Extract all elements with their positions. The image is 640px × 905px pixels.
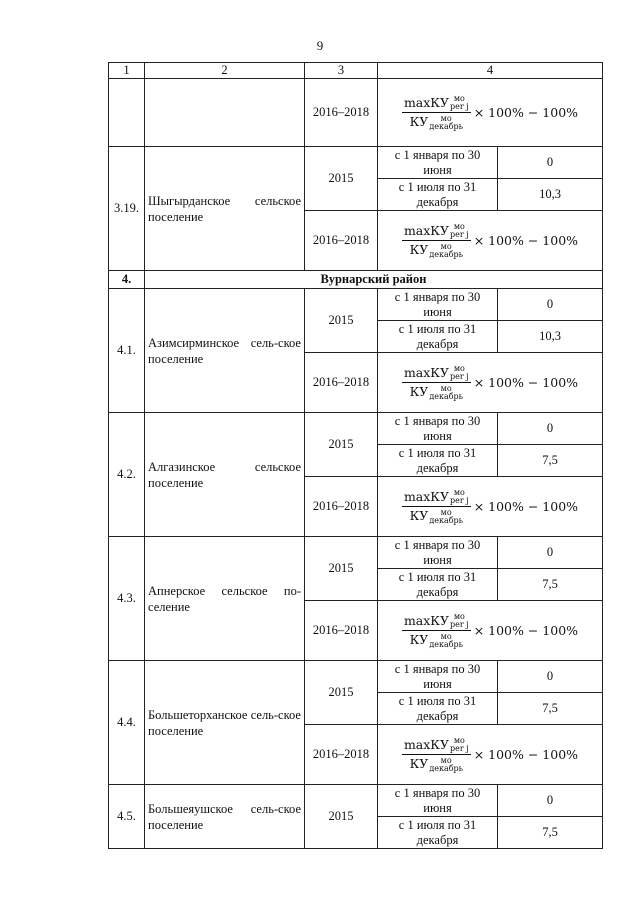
tariff-formula: maxКУ мо per j КУ мо декабрь × 100% − 100% xyxy=(403,612,579,649)
value-cell: 10,3 xyxy=(498,321,603,353)
formula-cell xyxy=(378,725,603,785)
formula-cell xyxy=(378,477,603,537)
row-number xyxy=(109,79,145,147)
tariff-table xyxy=(108,62,603,849)
table-row xyxy=(109,537,603,569)
period-cell: с 1 июля по 31 декабря xyxy=(378,817,498,849)
table-row xyxy=(109,289,603,321)
formula-cell xyxy=(378,211,603,271)
value-cell: 0 xyxy=(498,537,603,569)
header-col-1: 1 xyxy=(109,63,145,79)
row-number: 4.4. xyxy=(109,661,145,785)
value-cell: 7,5 xyxy=(498,693,603,725)
row-number: 4.1. xyxy=(109,289,145,413)
table-row xyxy=(109,79,603,147)
settlement-name: Алгазинское сельское поселение xyxy=(145,413,305,537)
period-years: 2016–2018 xyxy=(305,477,378,537)
settlement-name: Большеяушское сель-ское поселение xyxy=(145,785,305,849)
period-cell: с 1 января по 30 июня xyxy=(378,413,498,445)
section-row xyxy=(109,271,603,289)
value-cell: 7,5 xyxy=(498,569,603,601)
period-cell: с 1 января по 30 июня xyxy=(378,661,498,693)
value-cell: 0 xyxy=(498,413,603,445)
formula-cell xyxy=(378,79,603,147)
period-cell: с 1 января по 30 июня xyxy=(378,147,498,179)
value-cell: 7,5 xyxy=(498,817,603,849)
year-cell: 2015 xyxy=(305,661,378,725)
header-col-2: 2 xyxy=(145,63,305,79)
tariff-formula: maxКУ мо per j КУ мо декабрь × 100% − 100% xyxy=(403,488,579,525)
period-cell: с 1 января по 30 июня xyxy=(378,289,498,321)
header-col-3: 3 xyxy=(305,63,378,79)
row-number: 4.3. xyxy=(109,537,145,661)
header-col-4: 4 xyxy=(378,63,603,79)
row-number: 3.19. xyxy=(109,147,145,271)
period-cell: с 1 июля по 31 декабря xyxy=(378,569,498,601)
tariff-formula: maxКУ мо per j КУ мо декабрь × 100% − 100% xyxy=(403,94,579,131)
period-cell: с 1 июля по 31 декабря xyxy=(378,179,498,211)
value-cell: 0 xyxy=(498,661,603,693)
page-number: 9 xyxy=(316,38,324,53)
year-cell: 2015 xyxy=(305,413,378,477)
table-header-row xyxy=(109,63,603,79)
period-years: 2016–2018 xyxy=(305,725,378,785)
period-years: 2016–2018 xyxy=(305,211,378,271)
period-years: 2016–2018 xyxy=(305,353,378,413)
settlement-name xyxy=(145,79,305,147)
year-cell: 2015 xyxy=(305,289,378,353)
value-cell: 10,3 xyxy=(498,179,603,211)
period-cell: с 1 июля по 31 декабря xyxy=(378,693,498,725)
year-cell: 2015 xyxy=(305,537,378,601)
value-cell: 7,5 xyxy=(498,445,603,477)
period-years: 2016–2018 xyxy=(305,79,378,147)
value-cell: 0 xyxy=(498,289,603,321)
value-cell: 0 xyxy=(498,785,603,817)
settlement-name: Апнерское сельское по-селение xyxy=(145,537,305,661)
settlement-name: Шыгырданское сельское поселение xyxy=(145,147,305,271)
period-cell: с 1 января по 30 июня xyxy=(378,785,498,817)
section-number: 4. xyxy=(109,271,145,289)
formula-cell xyxy=(378,353,603,413)
formula-cell xyxy=(378,601,603,661)
row-number: 4.2. xyxy=(109,413,145,537)
section-title: Вурнарский район xyxy=(145,271,603,289)
value-cell: 0 xyxy=(498,147,603,179)
tariff-formula: maxКУ мо per j КУ мо декабрь × 100% − 100% xyxy=(403,222,579,259)
period-cell: с 1 января по 30 июня xyxy=(378,537,498,569)
period-cell: с 1 июля по 31 декабря xyxy=(378,321,498,353)
table-row xyxy=(109,413,603,445)
year-cell: 2015 xyxy=(305,147,378,211)
table-row xyxy=(109,785,603,817)
table-row xyxy=(109,661,603,693)
period-years: 2016–2018 xyxy=(305,601,378,661)
row-number: 4.5. xyxy=(109,785,145,849)
settlement-name: Азимсирминское сель-ское поселение xyxy=(145,289,305,413)
tariff-formula: maxКУ мо per j КУ мо декабрь × 100% − 100% xyxy=(403,364,579,401)
tariff-formula: maxКУ мо per j КУ мо декабрь × 100% − 100% xyxy=(403,736,579,773)
period-cell: с 1 июля по 31 декабря xyxy=(378,445,498,477)
table-row xyxy=(109,147,603,179)
settlement-name: Большеторханское сель-ское поселение xyxy=(145,661,305,785)
year-cell: 2015 xyxy=(305,785,378,849)
